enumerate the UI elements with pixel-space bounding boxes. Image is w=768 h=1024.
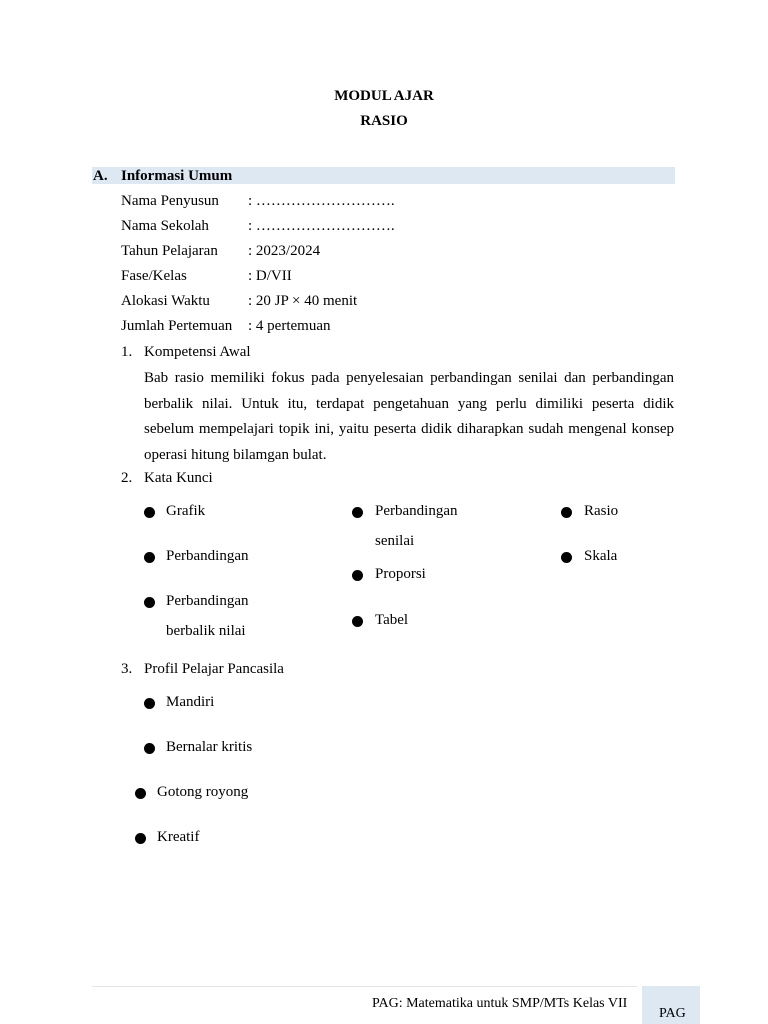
info-value: : 4 pertemuan [248, 318, 331, 334]
info-value: : ………………………. [248, 193, 395, 209]
bullet-icon [561, 552, 572, 563]
list-number: 2. [121, 470, 133, 486]
keyword-label: Proporsi [375, 566, 426, 582]
profile-label: Gotong royong [157, 784, 249, 800]
kompetensi-awal-heading: Kompetensi Awal [144, 344, 251, 360]
section-letter: A. [93, 168, 108, 184]
info-value: : D/VII [248, 268, 292, 284]
info-label: Tahun Pelajaran [121, 243, 218, 259]
kata-kunci-heading: Kata Kunci [144, 470, 213, 486]
info-label: Nama Penyusun [121, 193, 219, 209]
bullet-icon [561, 507, 572, 518]
info-value: : ………………………. [248, 218, 395, 234]
kompetensi-awal-paragraph: Bab rasio memiliki fokus pada penyelesaian perbandingan senilai dan perbandingan berbalik nilai. Untuk itu, terdapat pengetahuan yang perlu dimiliki peserta didik sebelum mempelajari topik ini, yaitu peserta didik diharapkan sudah mengenal konsep operasi hitung bilamgan bulat. [144, 370, 674, 463]
info-value: : 20 JP × 40 menit [248, 293, 358, 309]
keyword-label: Perbandingan [166, 548, 249, 564]
footer-tab-label: PAG [659, 1006, 686, 1021]
bullet-icon [135, 833, 146, 844]
bullet-icon [144, 698, 155, 709]
footer-divider [92, 986, 637, 987]
keyword-label: Tabel [375, 612, 409, 628]
info-label: Jumlah Pertemuan [121, 318, 233, 334]
keyword-label: Grafik [166, 503, 206, 519]
info-label: Alokasi Waktu [121, 293, 210, 309]
list-number: 1. [121, 344, 133, 360]
bullet-icon [144, 743, 155, 754]
bullet-icon [352, 616, 363, 627]
section-heading: Informasi Umum [121, 168, 233, 184]
bullet-icon [352, 570, 363, 581]
footer-tab [642, 986, 700, 1024]
keyword-label: Perbandingan senilai [375, 503, 458, 549]
keyword-label: Rasio [584, 503, 619, 519]
profile-label: Bernalar kritis [166, 739, 253, 755]
bullet-icon [352, 507, 363, 518]
info-label: Fase/Kelas [121, 268, 187, 284]
keyword-label: Perbandingan berbalik nilai [166, 593, 249, 639]
keyword-label: Skala [584, 548, 618, 564]
info-value: : 2023/2024 [248, 243, 321, 259]
bullet-icon [144, 552, 155, 563]
profile-label: Kreatif [157, 829, 200, 845]
document-subtitle: RASIO [360, 113, 408, 129]
bullet-icon [144, 597, 155, 608]
profil-pelajar-heading: Profil Pelajar Pancasila [144, 661, 284, 677]
bullet-icon [135, 788, 146, 799]
bullet-icon [144, 507, 155, 518]
footer-text: PAG: Matematika untuk SMP/MTs Kelas VII [372, 996, 628, 1011]
list-number: 3. [121, 661, 133, 677]
profile-label: Mandiri [166, 694, 215, 710]
document-title: MODUL AJAR [334, 88, 434, 104]
info-label: Nama Sekolah [121, 218, 209, 234]
